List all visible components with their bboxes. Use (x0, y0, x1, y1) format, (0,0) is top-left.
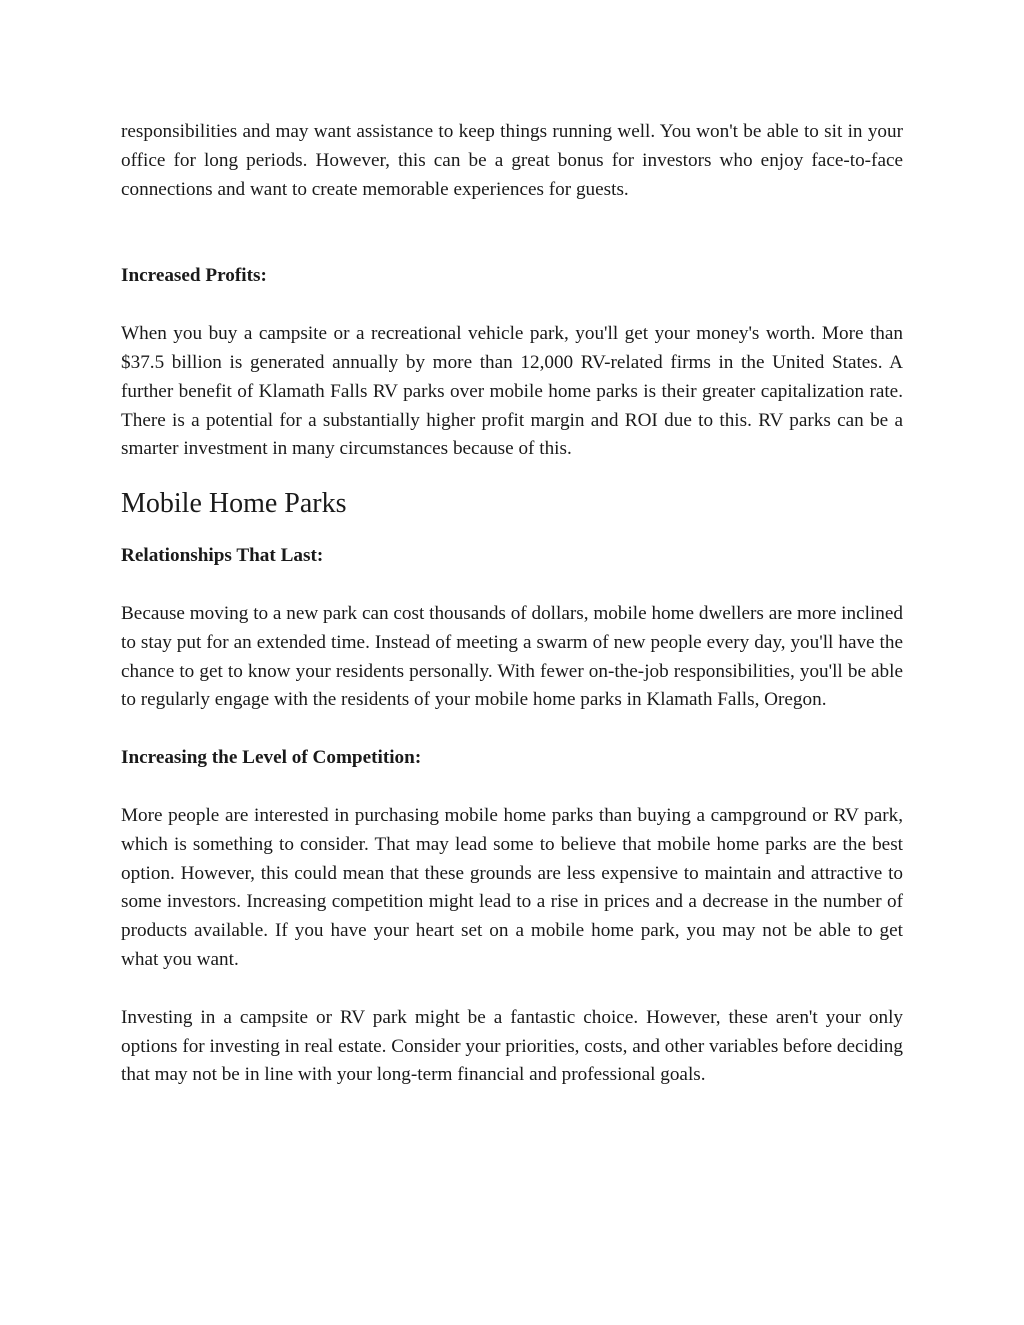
conclusion-paragraph: Investing in a campsite or RV park might be a fantastic choice. However, these aren't your only options for investing in real estate. Consider your priorities, costs, and other variables before deciding that may not be in line with your long-term financial and professional goals. (121, 1006, 903, 1086)
increased-profits-heading: Increased Profits: (121, 265, 267, 287)
mobile-home-parks-title: Mobile Home Parks (121, 488, 347, 520)
increased-profits-paragraph: When you buy a campsite or a recreational vehicle park, you'll get your money's worth. More than $37.5 billion is generated annually by more than 12,000 RV-related firms in the United States. A further benefit of Klamath Falls RV parks over mobile home parks is their greater capitalization rate. There is a potential for a substantially higher profit margin and ROI due to this. RV parks can be a smarter investment in many circumstances because of this. (121, 323, 903, 460)
relationships-paragraph: Because moving to a new park can cost thousands of dollars, mobile home dwellers are more inclined to stay put for an extended time. Instead of meeting a swarm of new people every day, you'll have the chance to get to know your residents personally. With fewer on-the-job responsibilities, you'll be able to regularly engage with the residents of your mobile home parks in Klamath Falls, Oregon. (121, 602, 903, 711)
intro-paragraph: responsibilities and may want assistance to keep things running well. You won't be able to sit in your office for long periods. However, this can be a great bonus for investors who enjoy face-to-face connections and want to create memorable experiences for guests. (121, 121, 903, 200)
competition-paragraph: More people are interested in purchasing mobile home parks than buying a campground or RV park, which is something to consider. That may lead some to believe that mobile home parks are the best option. However, this could mean that these grounds are less expensive to maintain and attractive to some investors. Increasing competition might lead to a rise in prices and a decrease in the number of products available. If you have your heart set on a mobile home park, you may not be able to get what you want. (121, 804, 903, 970)
relationships-heading: Relationships That Last: (121, 545, 324, 567)
competition-heading: Increasing the Level of Competition: (121, 747, 422, 769)
document-page (121, 118, 903, 1090)
